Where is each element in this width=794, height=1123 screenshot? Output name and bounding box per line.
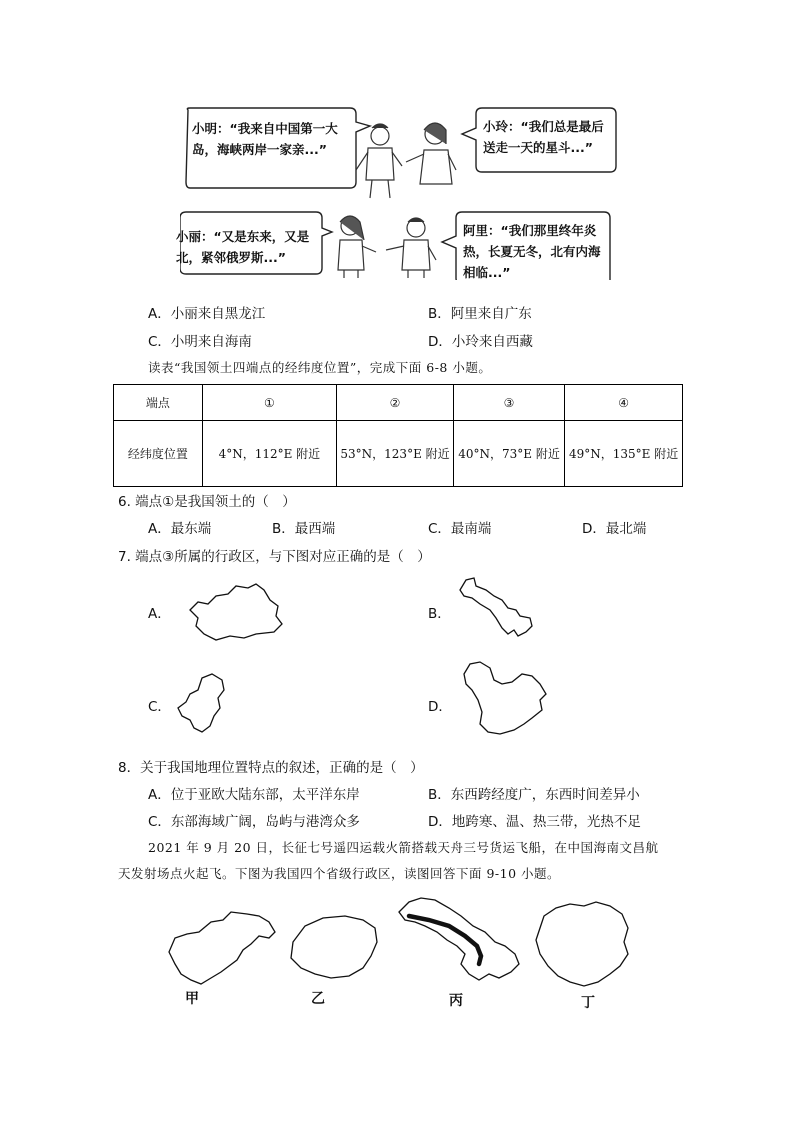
xiaoli-figure	[338, 216, 376, 278]
table-cell: 53°N，123°E 附近	[337, 421, 454, 487]
q5-option-c: C．小明来自海南	[148, 334, 252, 350]
ali-speech: 阿里：“我们那里终年炎热，长夏无冬，北有内海相临...”	[463, 223, 601, 280]
caption-ding: 丁	[581, 995, 595, 1011]
q8-option-b: B．东西跨经度广，东西时间差异小	[428, 787, 640, 803]
xiaoming-figure	[356, 124, 402, 198]
ali-figure	[386, 218, 436, 278]
q8-option-a: A．位于亚欧大陆东部，太平洋东岸	[148, 787, 360, 803]
table-header-cell: 端点	[114, 385, 203, 421]
province-map-yi-hainan	[283, 912, 383, 982]
passage-line-2: 天发射场点火起飞。下图为我国四个省级行政区，读图回答下面 9-10 小题。	[118, 866, 561, 881]
q7-map-c-shaanxi	[172, 672, 234, 736]
table-row-label: 经纬度位置	[114, 421, 203, 487]
table-intro: 读表“我国领土四端点的经纬度位置”，完成下面 6-8 小题。	[148, 360, 492, 375]
province-map-jia-shandong	[165, 908, 280, 988]
q7-label-d: D．	[428, 699, 452, 715]
table-cell: 40°N，73°E 附近	[453, 421, 564, 487]
q6-stem: 6. 端点①是我国领土的（ ）	[118, 494, 296, 510]
table-header-cell: ①	[202, 385, 336, 421]
q6-option-c: C．最南端	[428, 521, 492, 537]
q8-option-d: D．地跨寒、温、热三带，光热不足	[428, 814, 641, 830]
q5-option-d: D．小玲来自西藏	[428, 334, 533, 350]
province-map-bing-gansu	[395, 894, 527, 984]
q7-label-c: C．	[148, 699, 171, 715]
xiaoling-figure	[406, 123, 456, 184]
caption-yi: 乙	[311, 991, 325, 1007]
xiaoli-speech: 小丽：“又是东来，又是北，紧邻俄罗斯...”	[176, 229, 310, 265]
q5-option-a: A．小丽来自黑龙江	[148, 306, 266, 322]
q5-option-b: B．阿里来自广东	[428, 306, 532, 322]
table-header-cell: ②	[337, 385, 454, 421]
q7-label-b: B．	[428, 606, 451, 622]
q7-map-d-heilongjiang	[460, 660, 550, 738]
passage-line-1: 2021 年 9 月 20 日，长征七号遥四运载火箭搭载天舟三号货运飞船，在中国海南文昌航	[148, 840, 659, 855]
xiaoling-speech: 小玲：“我们总是最后送走一天的星斗...”	[483, 119, 604, 155]
q8-option-c: C．东部海域广阔，岛屿与港湾众多	[148, 814, 360, 830]
q7-map-b-gansu	[456, 574, 536, 640]
q7-label-a: A．	[148, 606, 171, 622]
q7-stem: 7. 端点③所属的行政区，与下图对应正确的是（ ）	[118, 549, 431, 565]
q7-map-a-xinjiang	[186, 582, 286, 644]
q6-option-b: B．最西端	[272, 521, 336, 537]
table-cell: 49°N，135°E 附近	[565, 421, 683, 487]
xiaoming-speech: 小明：“我来自中国第一大岛，海峡两岸一家亲...”	[192, 121, 338, 157]
q6-option-d: D．最北端	[582, 521, 647, 537]
extreme-points-table	[113, 384, 683, 487]
table-header-cell: ③	[453, 385, 564, 421]
q8-stem: 8．关于我国地理位置特点的叙述，正确的是（ ）	[118, 760, 424, 776]
caption-bing: 丙	[449, 993, 463, 1009]
caption-jia: 甲	[185, 991, 199, 1007]
table-cell: 4°N，112°E 附近	[202, 421, 336, 487]
q6-option-a: A．最东端	[148, 521, 212, 537]
province-map-ding-hunan	[530, 900, 634, 990]
table-header-cell: ④	[565, 385, 683, 421]
